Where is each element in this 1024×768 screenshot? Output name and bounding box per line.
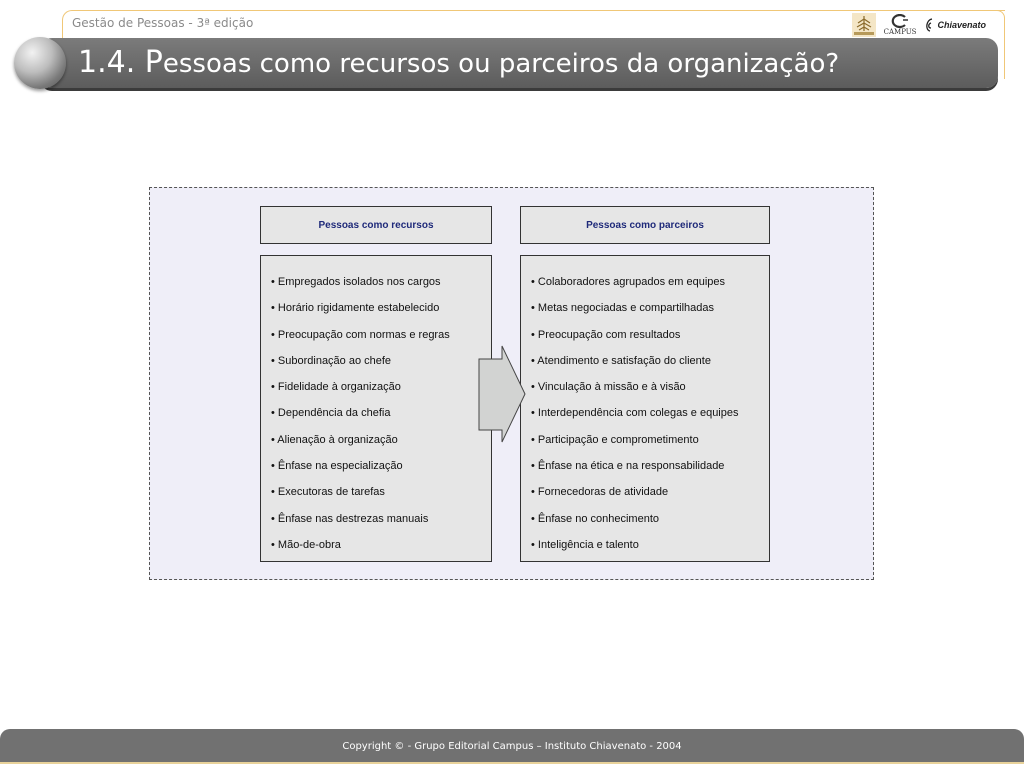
list-item: • Preocupação com resultados <box>531 328 681 341</box>
list-item: • Ênfase na ética e na responsabilidade <box>531 460 725 473</box>
resources-heading: Pessoas como recursos <box>260 206 492 244</box>
campus-c-icon <box>890 14 910 28</box>
list-item: • Ênfase na especialização <box>271 460 403 473</box>
chiavenato-mark-icon <box>924 18 934 32</box>
list-item: • Fidelidade à organização <box>271 381 401 394</box>
footer-copyright: Copyright © - Grupo Editorial Campus – Instituto Chiavenato - 2004 <box>342 741 682 752</box>
list-item: • Vinculação à missão e à visão <box>531 381 686 394</box>
chiavenato-logo-text: Chiavenato <box>937 20 986 30</box>
resources-list-panel <box>260 255 492 562</box>
list-item: • Executoras de tarefas <box>271 486 385 499</box>
list-item: • Inteligência e talento <box>531 538 639 551</box>
resources-list <box>261 256 491 558</box>
list-item: • Colaboradores agrupados em equipes <box>531 276 726 288</box>
list-item: • Metas negociadas e compartilhadas <box>531 302 715 315</box>
partners-heading: Pessoas como parceiros <box>520 206 770 244</box>
list-item: • Alienação à organização <box>271 433 398 446</box>
list-item: • Atendimento e satisfação do cliente <box>531 354 711 367</box>
list-item: • Mão-de-obra <box>271 538 341 551</box>
title-orb <box>14 37 66 89</box>
list-item: • Empregados isolados nos cargos <box>271 276 441 288</box>
partners-list-panel <box>520 255 770 562</box>
title-number: 1.4. <box>78 45 145 80</box>
footer-accent-line <box>0 762 1024 764</box>
list-item: • Ênfase nas destrezas manuais <box>271 512 429 525</box>
campus-logo-text: CAMPUS <box>883 28 917 36</box>
list-item: • Participação e comprometimento <box>531 433 699 446</box>
publisher-logos <box>852 12 986 38</box>
list-item: • Horário rigidamente estabelecido <box>271 302 440 315</box>
header-label: Gestão de Pessoas - 3ª edição <box>72 16 254 30</box>
campus-logo <box>884 14 917 36</box>
list-item: • Preocupação com normas e regras <box>271 328 450 341</box>
list-item: • Subordinação ao chefe <box>271 354 392 367</box>
list-item: • Dependência da chefia <box>271 407 391 420</box>
title-initial: P <box>144 45 163 80</box>
title-rest: essoas como recursos ou parceiros da organização? <box>162 49 840 79</box>
right-arrow-icon <box>478 345 528 445</box>
list-item: • Interdependência com colegas e equipes <box>531 407 739 420</box>
list-item: • Ênfase no conhecimento <box>531 512 659 525</box>
slide-title <box>78 43 839 83</box>
list-item: • Fornecedoras de atividade <box>531 486 669 499</box>
partners-list <box>521 256 769 558</box>
chiavenato-logo <box>924 18 986 32</box>
elsevier-logo <box>852 13 876 37</box>
